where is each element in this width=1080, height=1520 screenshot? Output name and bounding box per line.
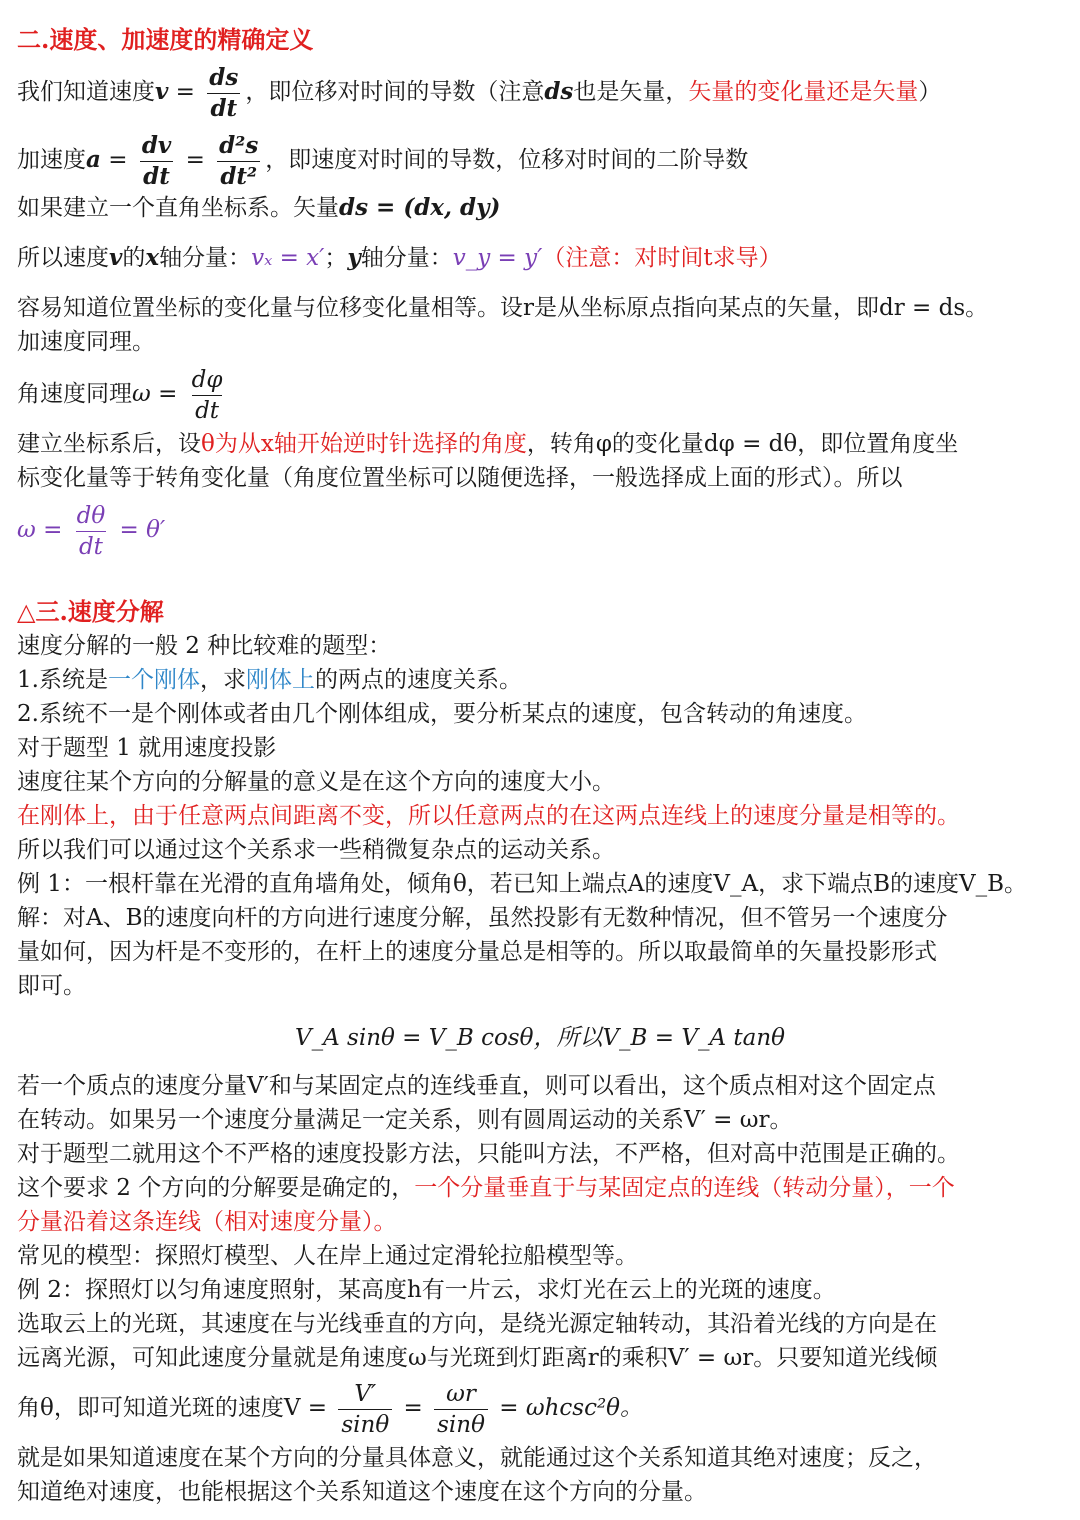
para-22: 就是如果知道速度在某个方向的分量具体意义，就能通过这个关系知道其绝对速度；反之， [17, 1445, 937, 1471]
solution-line-2: 量如何，因为杆是不变形的，在杆上的速度分量总是相等的。所以取最简单的矢量投影形式 [17, 939, 937, 965]
ds-dt-fraction: $\frac{ds}{dt}$ [209, 63, 239, 122]
example-2: 例 2：探照灯以匀角速度照射，某高度h有一片云，求灯光在云上的光斑的速度。 [17, 1277, 836, 1303]
spot-velocity-line: 角θ，即可知道光斑的速度V = $\frac{V'}{\sin\theta}$ = $\frac{\omega r}{\sin\theta}$ = ωhcsc²θ。 [17, 1380, 644, 1438]
para-13: 在转动。如果另一个速度分量满足一定关系，则有圆周运动的关系V′ = ωr。 [17, 1107, 793, 1133]
dv-dt-fraction: $\frac{dv}{dt}$ [141, 131, 172, 190]
para-15: 这个要求 2 个方向的分解要是确定的，一个分量垂直于与某固定点的连线（转动分量），一个 [17, 1175, 955, 1201]
para-19: 选取云上的光斑，其速度在与光线垂直的方向，是绕光源定轴转动，其沿着光线的方向是在 [17, 1311, 937, 1337]
para-14: 对于题型二就用这个不严格的速度投影方法，只能叫方法，不严格，但对高中范围是正确的。 [17, 1141, 960, 1167]
acceleration-definition-line: 加速度a = $\frac{dv}{dt}$ = $\frac{\text{d²s}}{\text{dt²}}$ ，即速度对时间的导数，位移对时间的二阶导数 [17, 131, 749, 190]
para-7: 所以我们可以通过这个关系求一些稍微复杂点的运动关系。 [17, 837, 615, 863]
para-23: 知道绝对速度，也能根据这个关系知道这个速度在这个方向的分量。 [17, 1479, 707, 1505]
velocity-components-line: 所以速度v的x轴分量：vₓ = x′；y轴分量：v_y = y′（注意：对时间t求导） [17, 244, 782, 271]
para-4: 对于题型 1 就用速度投影 [17, 735, 277, 761]
velocity-definition-line: 我们知道速度v = $\frac{ds}{dt}$ ，即位移对时间的导数（注意ds也是矢量，矢量的变化量还是矢量） [17, 63, 942, 122]
section2-title: 二.速度、加速度的精确定义 [17, 25, 314, 54]
position-vector-line: 容易知道位置坐标的变化量与位移变化量相等。设r是从坐标原点指向某点的矢量，即dr = ds。 [17, 295, 989, 321]
dtheta-dt-fraction: $\frac{d\theta}{dt}$ [76, 502, 106, 560]
para-17: 常见的模型：探照灯模型、人在岸上通过定滑轮拉船模型等。 [17, 1243, 638, 1269]
para-12: 若一个质点的速度分量V′和与某固定点的连线垂直，则可以看出，这个质点相对这个固定点 [17, 1073, 936, 1099]
example-1: 例 1：一根杆靠在光滑的直角墙角处，倾角θ，若已知上端点A的速度V_A，求下端点B的速度V_B。 [17, 871, 1028, 897]
theta-explanation-line: 标变化量等于转角变化量（角度位置坐标可以随便选择，一般选择成上面的形式）。所以 [17, 465, 903, 491]
dphi-dt-fraction: $\frac{d\varphi}{dt}$ [191, 366, 223, 424]
section3-title: △三.速度分解 [17, 597, 164, 626]
acceleration-same-line: 加速度同理。 [17, 329, 155, 355]
para-5: 速度往某个方向的分解量的意义是在这个方向的速度大小。 [17, 769, 615, 795]
angular-velocity-line: 角速度同理ω = $\frac{d\varphi}{dt}$ [17, 364, 229, 426]
para-6-highlight: 在刚体上，由于任意两点间距离不变，所以任意两点的在这两点连线上的速度分量是相等的。 [17, 803, 960, 829]
para-1: 速度分解的一般 2 种比较难的题型： [17, 633, 392, 659]
para-3: 2.系统不一是个刚体或者由几个刚体组成，要分析某点的速度，包含转动的角速度。 [17, 701, 867, 727]
para-20: 远离光源，可知此速度分量就是角速度ω与光斑到灯距离r的乘积V′ = ωr。只要知道光线倾 [17, 1345, 938, 1371]
solution-line-3: 即可。 [17, 973, 86, 999]
omega-equation-line: ω = $\frac{d\theta}{dt}$ = θ′ [17, 502, 166, 560]
theta-definition-line: 建立坐标系后，设θ为从x轴开始逆时针选择的角度，转角φ的变化量dφ = dθ，即位置角度坐 [17, 431, 959, 457]
omega-r-sin-fraction: $\frac{\omega r}{\sin\theta}$ [434, 1379, 488, 1440]
solution-line-1: 解：对A、B的速度向杆的方向进行速度分解，虽然投影有无数种情况，但不管另一个速度分 [17, 905, 948, 931]
para-16: 分量沿着这条连线（相对速度分量）。 [17, 1209, 397, 1235]
coordinate-system-line: 如果建立一个直角坐标系。矢量ds = (dx, dy) [17, 194, 501, 221]
projection-equation: V_A sinθ = V_B cosθ，所以V_B = V_A tanθ [295, 1025, 785, 1051]
para-2: 1.系统是一个刚体，求刚体上的两点的速度关系。 [17, 667, 522, 693]
d2s-dt2-fraction: $\frac{\text{d²s}}{\text{dt²}}$ [219, 131, 259, 190]
vprime-sin-fraction: $\frac{V'}{\sin\theta}$ [338, 1379, 392, 1440]
